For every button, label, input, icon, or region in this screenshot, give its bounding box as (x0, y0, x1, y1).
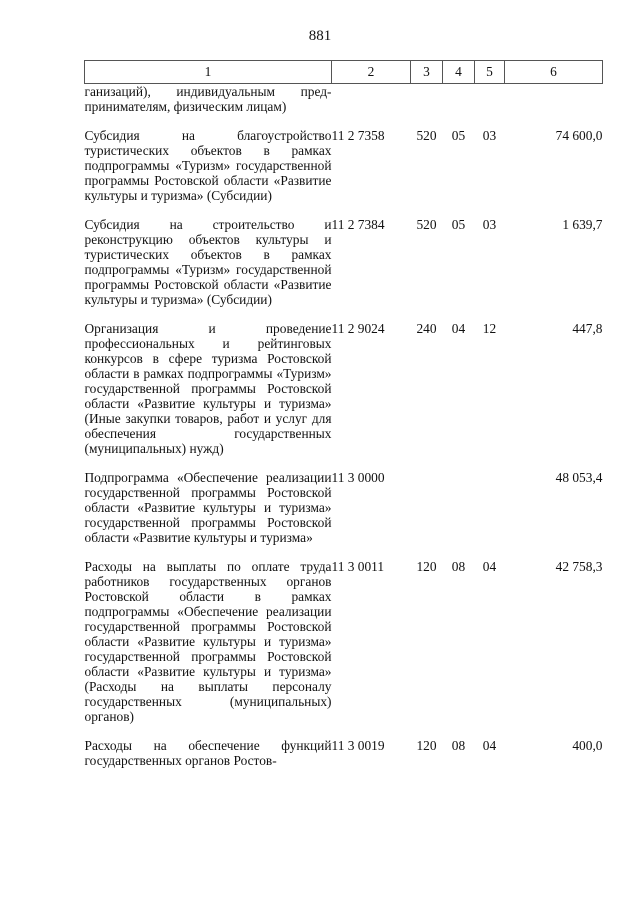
row-sum: 42 758,3 (555, 559, 603, 574)
header-col-3: 3 (411, 61, 443, 84)
row-code: 11 2 7384 (331, 217, 385, 232)
header-col-4: 4 (443, 61, 475, 84)
header-row (85, 61, 603, 84)
table-row (85, 217, 603, 307)
budget-table (84, 60, 603, 768)
row-pr (475, 470, 505, 545)
row-vr: 520 (416, 128, 437, 143)
row-pr: 03 (482, 128, 497, 143)
row-code: 11 2 9024 (331, 321, 385, 336)
row-vr (411, 84, 443, 115)
row-spacer (85, 545, 603, 559)
row-spacer (85, 456, 603, 470)
row-pr: 12 (482, 321, 497, 336)
row-name: Расходы на обеспечение функций государственных органов Ростов- (84, 738, 332, 768)
row-rz: 05 (451, 217, 466, 232)
row-vr (411, 470, 443, 545)
row-name: Расходы на выплаты по оплате труда работников государственных органов Ростовской области в рамках подпрограммы «Обеспечение реализации государственной программы Ростовской области «Развитие культуры и туризма» государственной программы Ростовской области «Развитие культуры и туризма» (Расходы на выплаты персоналу государственных (муниципальных) органов) (84, 559, 332, 724)
row-name: Субсидия на благоустройство туристических объектов в рамках подпрограммы «Туризм» государственной программы Ростовской области «Развитие культуры и туризма» (Субсидии) (84, 128, 332, 203)
row-name: Субсидия на строительство и реконструкцию объектов культуры и туристических объектов в рамках подпрограммы «Туризм» государственной программы Ростовской области «Развитие культуры и туризма» (Субсидии) (84, 217, 332, 307)
row-code: 11 3 0019 (331, 738, 385, 753)
page-number: 881 (308, 28, 332, 44)
row-name: ганизаций), индивидуальным пред-принимателям, физическим лицам) (84, 84, 332, 114)
row-sum: 74 600,0 (555, 128, 603, 143)
row-pr: 04 (482, 559, 497, 574)
row-name: Организация и проведение профессиональных и рейтинговых конкурсов в сфере туризма Ростовской области в рамках подпрограммы «Туризм» государственной программы Ростовской области «Развитие культуры и туризма» (Иные закупки товаров, работ и услуг для обеспечения государственных (муниципальных) нужд) (84, 321, 332, 456)
row-rz: 08 (451, 738, 466, 753)
row-code: 11 3 0000 (331, 470, 385, 485)
row-rz: 04 (451, 321, 466, 336)
row-code: 11 3 0011 (331, 559, 385, 574)
header-col-2: 2 (332, 61, 411, 84)
table-row (85, 84, 603, 115)
row-sum (505, 84, 603, 115)
header-col-6: 6 (505, 61, 603, 84)
row-sum: 447,8 (572, 321, 603, 336)
row-pr (475, 84, 505, 115)
header-col-5: 5 (475, 61, 505, 84)
row-vr: 240 (416, 321, 437, 336)
row-pr: 04 (482, 738, 497, 753)
row-rz (443, 470, 475, 545)
row-rz: 05 (451, 128, 466, 143)
row-vr: 120 (416, 738, 437, 753)
row-code (332, 84, 411, 115)
row-name: Подпрограмма «Обеспечение реализации государственной программы Ростовской области «Развитие культуры и туризма» государственной программы Ростовской области «Развитие культуры и туризма» (84, 470, 332, 545)
row-vr: 120 (416, 559, 437, 574)
row-rz (443, 84, 475, 115)
row-spacer (85, 307, 603, 321)
row-spacer (85, 203, 603, 217)
row-spacer (85, 724, 603, 738)
table-row (85, 470, 603, 545)
table-row (85, 738, 603, 768)
table-row (85, 559, 603, 724)
row-code: 11 2 7358 (331, 128, 385, 143)
row-rz: 08 (451, 559, 466, 574)
row-sum: 1 639,7 (562, 217, 603, 232)
row-pr: 03 (482, 217, 497, 232)
table-row (85, 321, 603, 456)
row-sum: 48 053,4 (555, 470, 603, 485)
table-row (85, 128, 603, 203)
row-spacer (85, 114, 603, 128)
row-vr: 520 (416, 217, 437, 232)
row-sum: 400,0 (572, 738, 603, 753)
header-col-1: 1 (85, 61, 332, 84)
